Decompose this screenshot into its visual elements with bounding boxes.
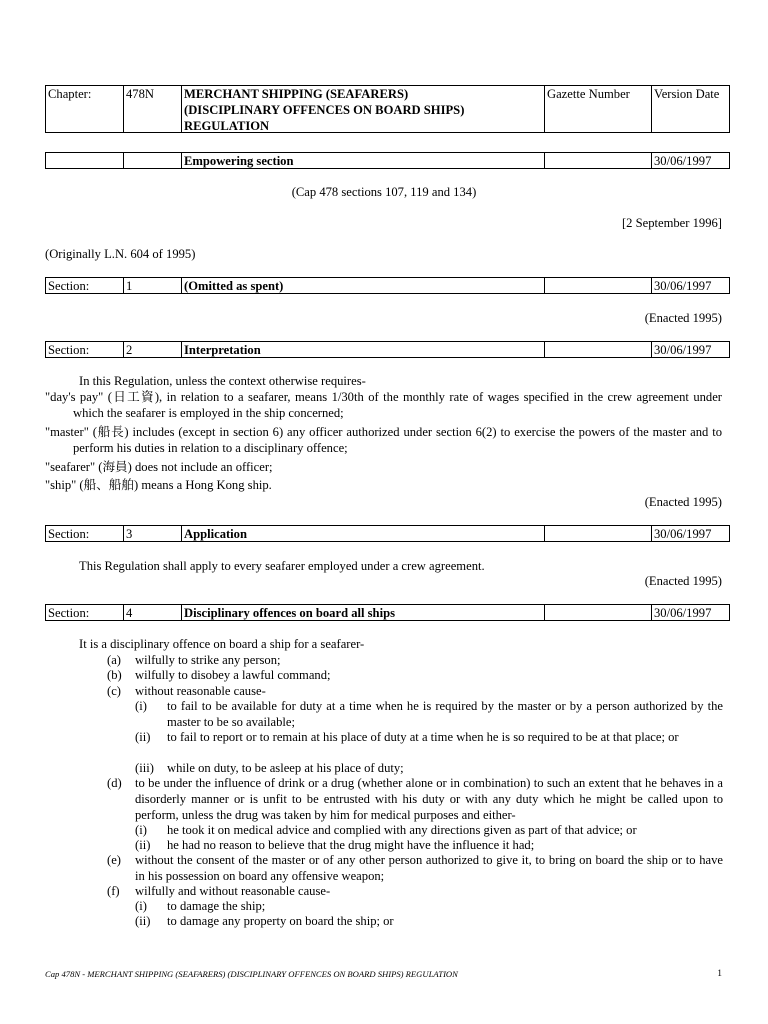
definition-ship: "ship" (船、船舶) means a Hong Kong ship.	[45, 478, 272, 492]
chapter-header-row	[45, 85, 730, 133]
section-number: 2	[123, 342, 185, 357]
section-3-text: This Regulation shall apply to every seafarer employed under a crew agreement.	[79, 559, 485, 573]
section-label: Section:	[48, 606, 90, 620]
empowering-section-date: 30/06/1997	[651, 153, 736, 168]
subpara-label: (i)	[135, 899, 147, 913]
enacted-note: (Enacted 1995)	[644, 574, 722, 588]
section-1-row	[45, 277, 730, 294]
section-label: Section:	[48, 527, 90, 541]
para-label: (c)	[107, 684, 121, 698]
section-title: Disciplinary offences on board all ships	[181, 605, 548, 620]
section-label: Section:	[48, 279, 90, 293]
subpara-label: (i)	[135, 823, 147, 837]
para-e: without the consent of the master or of any other person authorized to give it, to bring on board the ship or to have in his possession on board any offensive weapon;	[135, 853, 723, 883]
enacted-note: (Enacted 1995)	[644, 311, 722, 325]
section-date: 30/06/1997	[651, 342, 736, 357]
section-date: 30/06/1997	[651, 605, 736, 620]
para-label: (a)	[107, 653, 121, 667]
para-label: (b)	[107, 668, 122, 682]
section-2-row	[45, 341, 730, 358]
definition-master: "master" (船長) includes (except in section 6) any officer authorized under section 6(2) to exercise the powers of the master and to perform his duties in relation to a disciplinary offence;	[45, 425, 722, 455]
version-date-label: Version Date	[651, 86, 736, 132]
section-title: Application	[181, 526, 548, 541]
section-date: 30/06/1997	[651, 278, 736, 293]
subpara-f-i: to damage the ship;	[167, 899, 266, 913]
subpara-label: (i)	[135, 699, 147, 713]
para-d: to be under the influence of drink or a drug (whether alone or in combination) to such an extent that he behaves in a disorderly manner or is unfit to be entrusted with his duty or with any duty which he might be called upon to perform, unless the drug was taken by him for medical purposes and either-	[135, 776, 723, 822]
para-f: wilfully and without reasonable cause-	[135, 884, 331, 898]
section-number: 1	[123, 278, 185, 293]
subpara-c-i: to fail to be available for duty at a time when he is required by the master or by a person authorized by the master to be so available;	[167, 699, 723, 729]
section-number: 3	[123, 526, 185, 541]
subpara-d-i: he took it on medical advice and complied with any directions given as part of that advice; or	[167, 823, 637, 837]
definition-days-pay: "day's pay" (日工資), in relation to a seafarer, means 1/30th of the monthly rate of wages specified in the crew agreement under which the seafarer is employed in the ship concerned;	[45, 390, 722, 420]
section-4-intro: It is a disciplinary offence on board a ship for a seafarer-	[79, 637, 365, 651]
section-label: Section:	[48, 343, 90, 357]
section-2-intro: In this Regulation, unless the context otherwise requires-	[79, 374, 366, 388]
subpara-label: (ii)	[135, 730, 151, 744]
subpara-c-ii: to fail to report or to remain at his place of duty at a time when he is so required to be at that place; or	[167, 730, 679, 744]
gazette-number-label: Gazette Number	[544, 86, 655, 132]
page-number: 1	[717, 969, 722, 979]
subpara-label: (ii)	[135, 914, 151, 928]
section-4-row	[45, 604, 730, 621]
empowering-section-row	[45, 152, 730, 169]
originally-reference: (Originally L.N. 604 of 1995)	[45, 247, 196, 261]
para-label: (f)	[107, 884, 120, 898]
page-footer: Cap 478N - MERCHANT SHIPPING (SEAFARERS) (DISCIPLINARY OFFENCES ON BOARD SHIPS) REGULATION	[45, 969, 458, 979]
para-c: without reasonable cause-	[135, 684, 266, 698]
chapter-title-line: REGULATION	[184, 119, 270, 132]
para-b: wilfully to disobey a lawful command;	[135, 668, 331, 682]
chapter-title	[181, 86, 548, 132]
section-title: (Omitted as spent)	[181, 278, 548, 293]
chapter-title-line: (DISCIPLINARY OFFENCES ON BOARD SHIPS)	[184, 103, 465, 117]
definition-seafarer: "seafarer" (海員) does not include an officer;	[45, 460, 273, 474]
para-label: (e)	[107, 853, 121, 867]
subpara-label: (ii)	[135, 838, 151, 852]
subpara-c-iii: while on duty, to be asleep at his place of duty;	[167, 761, 404, 775]
para-a: wilfully to strike any person;	[135, 653, 281, 667]
chapter-number: 478N	[123, 86, 185, 132]
section-number: 4	[123, 605, 185, 620]
section-date: 30/06/1997	[651, 526, 736, 541]
empowering-section-title: Empowering section	[181, 153, 548, 168]
chapter-title-line: MERCHANT SHIPPING (SEAFARERS)	[184, 87, 409, 101]
empowering-cap-reference: (Cap 478 sections 107, 119 and 134)	[291, 185, 477, 199]
para-label: (d)	[107, 776, 122, 790]
subpara-label: (iii)	[135, 761, 154, 775]
section-title: Interpretation	[181, 342, 548, 357]
commencement-date: [2 September 1996]	[621, 216, 722, 230]
enacted-note: (Enacted 1995)	[644, 495, 722, 509]
section-3-row	[45, 525, 730, 542]
chapter-label: Chapter:	[48, 87, 92, 101]
subpara-f-ii: to damage any property on board the ship; or	[167, 914, 394, 928]
subpara-d-ii: he had no reason to believe that the drug might have the influence it had;	[167, 838, 535, 852]
